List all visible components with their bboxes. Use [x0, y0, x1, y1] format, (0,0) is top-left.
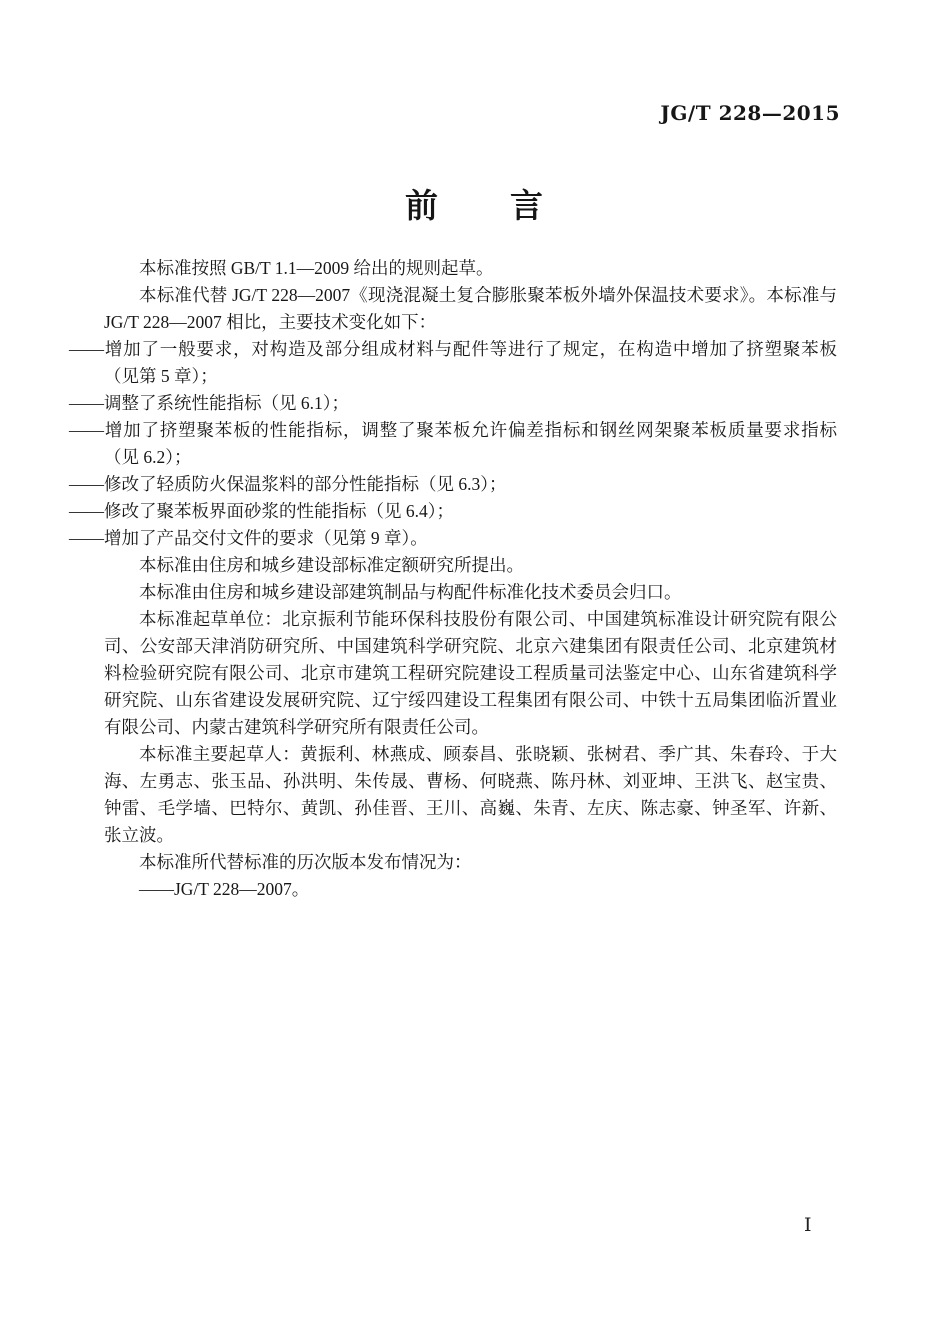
paragraph-previous-edition: ——JG/T 228—2007。 — [139, 879, 310, 899]
change-item-delivery: ——增加了产品交付文件的要求（见第 9 章）。 — [69, 528, 428, 548]
change-item-general: ——增加了一般要求，对构造及部分组成材料与配件等进行了规定，在构造中增加了挤塑聚苯板（见第 5 章）； — [69, 339, 837, 386]
change-item-mortar: ——修改了轻质防火保温浆料的部分性能指标（见 6.3）； — [69, 474, 507, 494]
standard-number: JG/T 228—2015 — [660, 101, 840, 125]
foreword-body — [69, 255, 837, 903]
change-item-xps: ——增加了挤塑聚苯板的性能指标，调整了聚苯板允许偏差指标和钢丝网架聚苯板质量要求指标（见 6.2）； — [69, 420, 837, 467]
paragraph-rules-basis: 本标准按照 GB/T 1.1—2009 给出的规则起草。 — [139, 258, 494, 278]
paragraph-replaces: 本标准代替 JG/T 228—2007《现浇混凝土复合膨胀聚苯板外墙外保温技术要求》。本标准与 JG/T 228—2007 相比，主要技术变化如下： — [104, 285, 837, 332]
change-item-system: ——调整了系统性能指标（见 6.1）； — [69, 393, 349, 413]
paragraph-centralized-by: 本标准由住房和城乡建设部建筑制品与构配件标准化技术委员会归口。 — [139, 582, 682, 602]
paragraph-drafters: 本标准主要起草人：黄振利、林燕成、顾泰昌、张晓颖、张树君、季广其、朱春玲、于大海、左勇志、张玉品、孙洪明、朱传晟、曹杨、何晓燕、陈丹林、刘亚坤、王洪飞、赵宝贵、钟雷、毛学墙、巴特尔、黄凯、孙佳晋、王川、高巍、朱青、左庆、陈志豪、钟圣军、许新、张立波。 — [104, 744, 837, 845]
change-item-interface: ——修改了聚苯板界面砂浆的性能指标（见 6.4）； — [69, 501, 454, 521]
paragraph-proposed-by: 本标准由住房和城乡建设部标准定额研究所提出。 — [139, 555, 524, 575]
page-title: 前 言 — [405, 187, 545, 224]
page-number: I — [804, 1214, 812, 1236]
paragraph-previous-intro: 本标准所代替标准的历次版本发布情况为： — [139, 852, 472, 872]
paragraph-drafting-orgs: 本标准起草单位：北京振利节能环保科技股份有限公司、中国建筑标准设计研究院有限公司、公安部天津消防研究所、中国建筑科学研究院、北京六建集团有限责任公司、北京建筑材料检验研究院有限公司、北京市建筑工程研究院建设工程质量司法鉴定中心、山东省建筑科学研究院、山东省建设发展研究院、辽宁绥四建设工程集团有限公司、中铁十五局集团临沂置业有限公司、内蒙古建筑科学研究所有限责任公司。 — [104, 609, 837, 737]
